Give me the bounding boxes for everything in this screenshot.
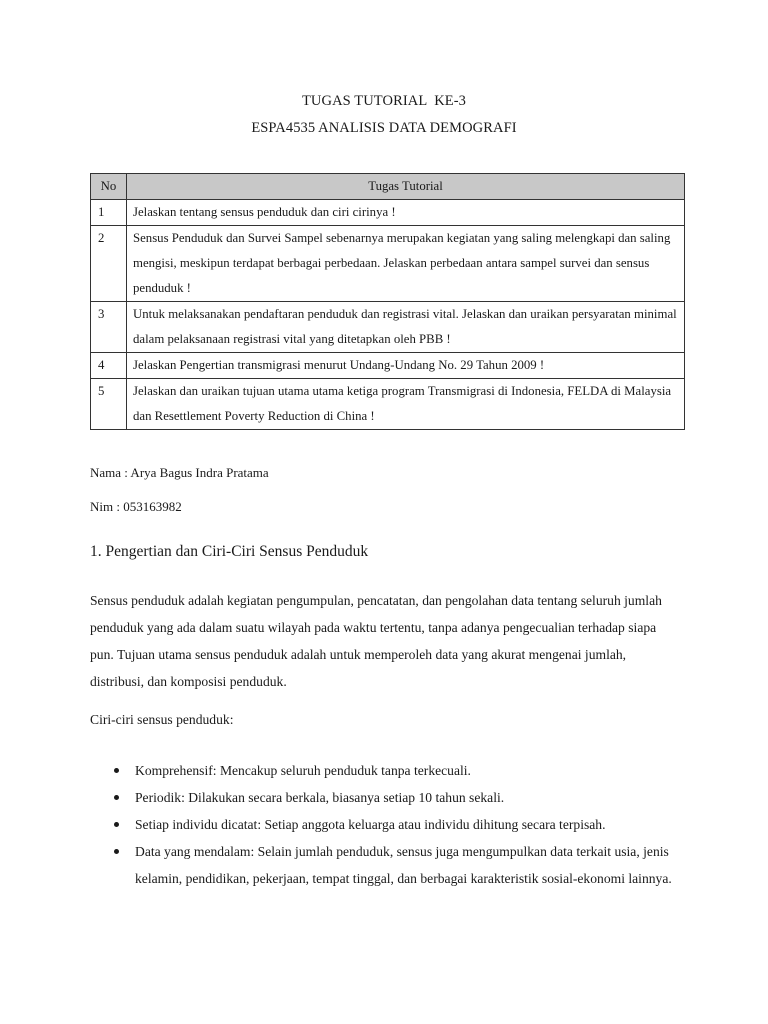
list-item-text: Komprehensif: Mencakup seluruh penduduk tanpa terkecuali. xyxy=(135,763,471,778)
characteristics-list xyxy=(90,757,680,892)
table-header-row xyxy=(91,174,685,200)
row-task: Sensus Penduduk dan Survei Sampel sebenarnya merupakan kegiatan yang saling melengkapi dan saling mengisi, meskipun terdapat berbagai perbedaan. Jelaskan perbedaan antara sampel survei dan sensus penduduk ! xyxy=(127,226,685,302)
section-heading: 1. Pengertian dan Ciri-Ciri Sensus Penduduk xyxy=(90,543,369,560)
section-paragraph: Sensus penduduk adalah kegiatan pengumpulan, pencatatan, dan pengolahan data tentang seluruh jumlah penduduk yang ada dalam suatu wilayah pada waktu tertentu, tanpa adanya pengecualian terhadap siapa pun. Tujuan utama sensus penduduk adalah untuk memperoleh data yang akurat mengenai jumlah, distribusi, dan komposisi penduduk. xyxy=(90,593,662,689)
list-item-text: Periodik: Dilakukan secara berkala, biasanya setiap 10 tahun sekali. xyxy=(135,790,505,805)
list-item xyxy=(90,784,680,811)
row-number: 4 xyxy=(91,353,127,379)
table-row xyxy=(91,302,685,353)
row-number: 1 xyxy=(91,200,127,226)
table-row xyxy=(91,353,685,379)
list-item-text: Data yang mendalam: Selain jumlah penduduk, sensus juga mengumpulkan data terkait usia, jenis kelamin, pendidikan, pekerjaan, tempat tinggal, dan berbagai karakteristik sosial-ekonomi lainnya. xyxy=(135,844,672,886)
section-subheading: Ciri-ciri sensus penduduk: xyxy=(90,712,234,727)
student-name: Nama : Arya Bagus Indra Pratama xyxy=(90,465,269,480)
bullet-icon xyxy=(114,768,119,773)
row-task: Jelaskan Pengertian transmigrasi menurut Undang-Undang No. 29 Tahun 2009 ! xyxy=(127,353,685,379)
table-row xyxy=(91,379,685,430)
assignment-title: TUGAS TUTORIAL KE-3 xyxy=(301,93,467,109)
row-number: 5 xyxy=(91,379,127,430)
column-header-no: No xyxy=(91,174,127,200)
bullet-icon xyxy=(114,822,119,827)
list-item xyxy=(90,838,680,892)
row-task: Jelaskan dan uraikan tujuan utama utama ketiga program Transmigrasi di Indonesia, FELDA di Malaysia dan Resettlement Poverty Reduction di China ! xyxy=(127,379,685,430)
bullet-icon xyxy=(114,795,119,800)
row-number: 2 xyxy=(91,226,127,302)
table-row xyxy=(91,226,685,302)
row-number: 3 xyxy=(91,302,127,353)
row-task: Untuk melaksanakan pendaftaran penduduk dan registrasi vital. Jelaskan dan uraikan persyaratan minimal dalam pelaksanaan registrasi vital yang ditetapkan oleh PBB ! xyxy=(127,302,685,353)
list-item-text: Setiap individu dicatat: Setiap anggota keluarga atau individu dihitung secara terpisah. xyxy=(135,817,606,832)
row-task: Jelaskan tentang sensus penduduk dan ciri cirinya ! xyxy=(127,200,685,226)
tutorial-table xyxy=(90,173,685,430)
student-nim: Nim : 053163982 xyxy=(90,499,182,514)
column-header-task: Tugas Tutorial xyxy=(127,174,685,200)
table-row xyxy=(91,200,685,226)
list-item xyxy=(90,811,680,838)
course-title: ESPA4535 ANALISIS DATA DEMOGRAFI xyxy=(251,120,517,136)
list-item xyxy=(90,757,680,784)
bullet-icon xyxy=(114,849,119,854)
